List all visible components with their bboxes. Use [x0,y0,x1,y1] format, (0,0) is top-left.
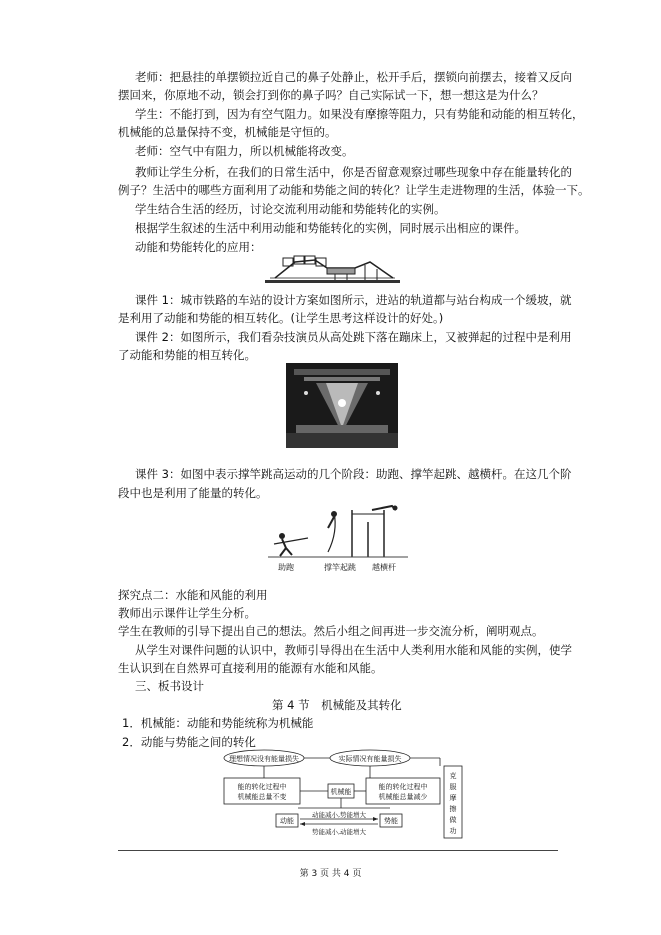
paragraph-line: 摆回来，你原地不动，锁会打到你的鼻子吗？自己实际试一下，想一想这是为什么？ [118,88,544,102]
acrobat-stage-photo [286,363,398,448]
section-heading: 三、板书设计 [135,679,204,693]
side-char: 摩 [449,794,457,802]
side-char: 做 [449,816,457,824]
paragraph-line: 了动能和势能的相互转化。 [118,348,256,362]
paragraph-line: 机械能的总量保持不变，机械能是守恒的。 [118,125,337,139]
side-char: 擦 [449,805,457,813]
footer-divider [118,850,558,851]
paragraph-line: 教师出示课件让学生分析。 [118,606,256,620]
board-title: 第 4 节 机械能及其转化 [272,698,402,712]
paragraph-line: 根据学生叙述的生活中利用动能和势能转化的实例，同时展示出相应的课件。 [135,221,526,235]
paragraph-line: 1．机械能：动能和势能统称为机械能 [122,716,314,730]
side-char: 克 [449,772,457,780]
paragraph-line: 从学生对课件问题的认识中，教师引导得出在生活中人类利用水能和风能的实例，使学 [135,643,572,657]
paragraph-line: 课件 2：如图所示，我们看杂技演员从高处跳下落在蹦床上，又被弹起的过程中是利用 [135,330,572,344]
paragraph-line: 老师：把悬挂的单摆锁拉近自己的鼻子处静止，松开手后，摆锁向前摆去，接着又反向 [135,70,572,84]
actual-label: 实际情况有能量损失 [338,755,402,763]
paragraph-line: 是利用了动能和势能的相互转化。(让学生思考这样设计的好处。) [118,311,444,325]
paragraph-line: 动能和势能转化的应用： [135,240,262,254]
paragraph-line: 段中也是利用了能量的转化。 [118,486,268,500]
caption-takeoff: 撑竿起跳 [324,563,356,572]
center-label: 机械能 [330,788,352,796]
paragraph-line: 课件 1：城市铁路的车站的设计方案如图所示，进站的轨道都与站台构成一个缓坡，就 [135,293,572,307]
paragraph-line: 学生结合生活的经历，讨论交流利用动能和势能转化的实例。 [135,202,446,216]
paragraph-line: 教师让学生分析，在我们的日常生活中，你是否留意观察过哪些现象中存在能量转化的 [135,165,572,179]
side-char: 服 [449,783,457,791]
ideal-label: 理想情况没有能量损失 [229,755,299,763]
paragraph-line: 老师：空气中有阻力，所以机械能将改变。 [135,144,354,158]
paragraph-line: 例子？生活中的哪些方面利用了动能和势能之间的转化？让学生走进物理的生活，体验一下。 [118,183,590,197]
box-right-line2: 机械能总量减少 [378,793,428,801]
box-right-line1: 能的转化过程中 [378,783,428,791]
kinetic-label: 动能 [280,817,294,825]
caption-over-bar: 越横杆 [372,563,396,572]
box-left-line2: 机械能总量不变 [237,793,287,801]
arrow-bottom-label: 势能减小,动能增大 [311,828,367,836]
paragraph-line: 学生：不能打到，因为有空气阻力。如果没有摩擦等阻力，只有势能和动能的相互转化， [135,107,584,121]
paragraph-line: 探究点二：水能和风能的利用 [118,588,268,602]
page-footer: 第 3 页 共 4 页 [299,869,362,879]
pole-vault-figure [268,502,418,574]
paragraph-line: 学生在教师的引导下提出自己的想法。然后小组之间再进一步交流分析，阐明观点。 [118,624,544,638]
energy-conversion-diagram [218,748,468,840]
box-left-line1: 能的转化过程中 [237,783,287,791]
paragraph-line: 生认识到在自然界可直接利用的能源有水能和风能。 [118,661,383,675]
potential-label: 势能 [384,817,398,825]
railway-station-figure [265,252,400,286]
arrow-top-label: 动能减小,势能增大 [311,811,367,819]
paragraph-line: 课件 3：如图中表示撑竿跳高运动的几个阶段：助跑、撑竿起跳、越横杆。在这几个阶 [135,467,572,481]
caption-run: 助跑 [278,563,294,572]
side-char: 功 [449,827,457,835]
paragraph-line: 2．动能与势能之间的转化 [122,735,256,749]
